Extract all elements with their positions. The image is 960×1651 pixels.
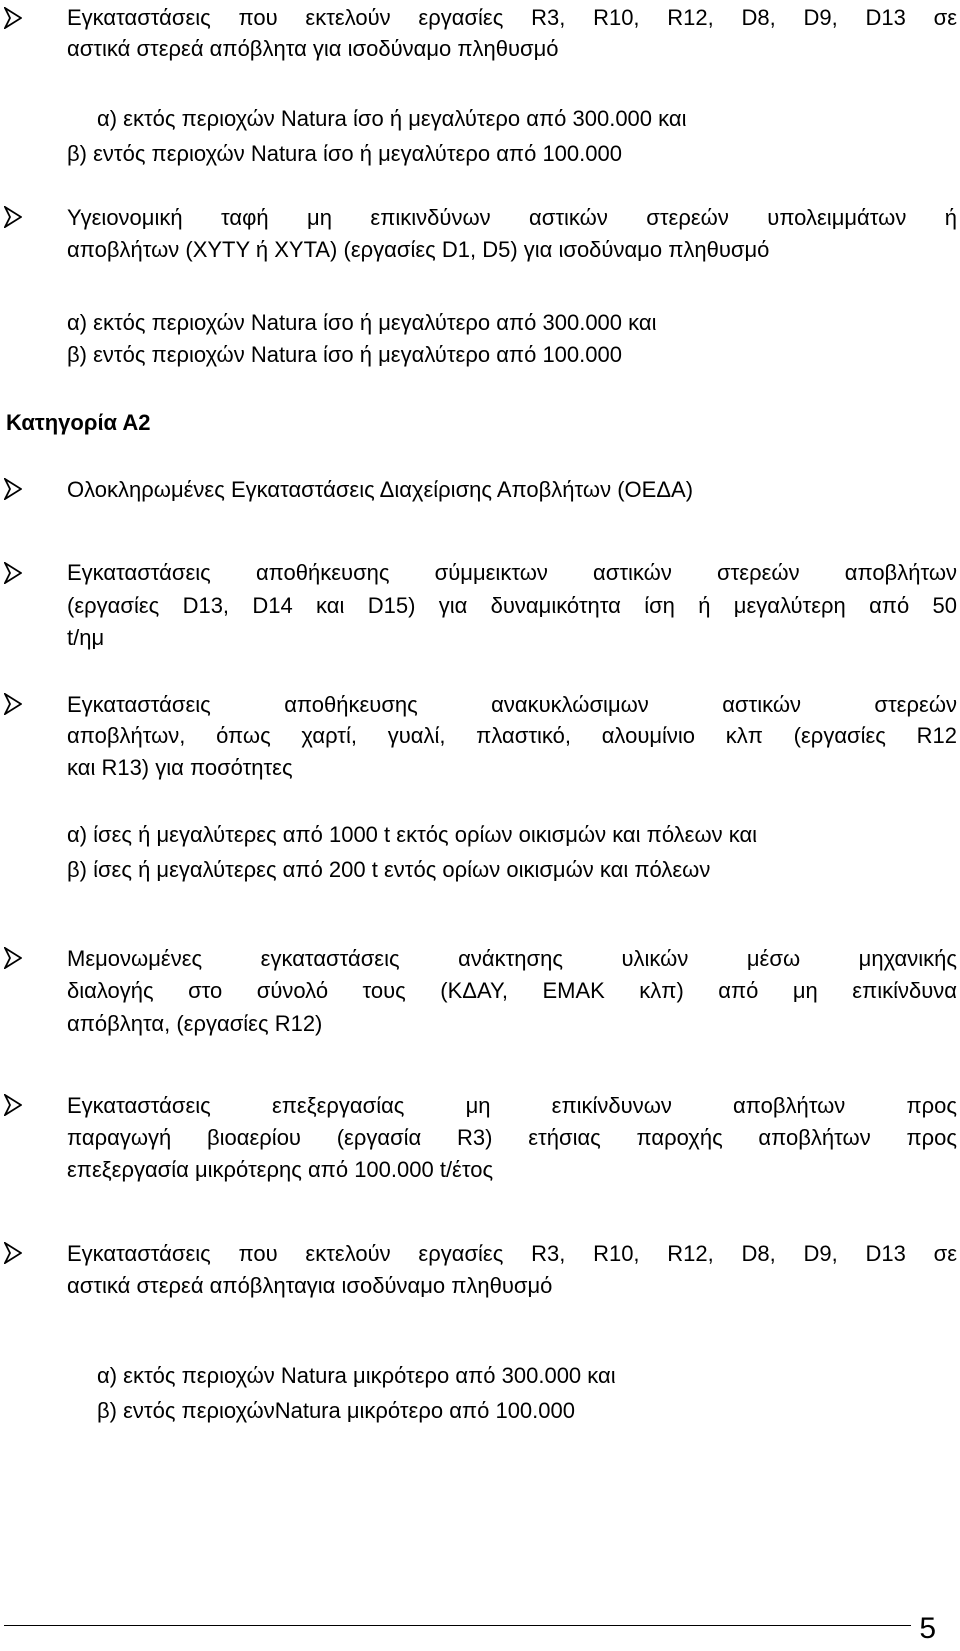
item-5-line-2: αποβλήτων, όπως χαρτί, γυαλί, πλαστικό, αλουμίνιο κλπ (εργασίες R12 [67, 723, 957, 748]
item-1-line-2: αστικά στερεά απόβλητα για ισοδύναμο πληθυσμό [67, 36, 559, 61]
arrowhead-bullet-icon [4, 947, 22, 969]
item-2-sub-a: α) εκτός περιοχών Natura ίσο ή μεγαλύτερο από 300.000 και [67, 310, 657, 335]
arrowhead-bullet-icon [4, 7, 22, 29]
item-1-sub-a: α) εκτός περιοχών Natura ίσο ή μεγαλύτερο από 300.000 και [97, 106, 687, 131]
arrowhead-bullet-icon [4, 1242, 22, 1264]
arrowhead-bullet-icon [4, 562, 22, 584]
item-2-line-1: Υγειονομική ταφή μη επικινδύνων αστικών στερεών υπολειμμάτων ή [67, 205, 957, 230]
item-5-sub-b: β) ίσες ή μεγαλύτερες από 200 t εντός ορίων οικισμών και πόλεων [67, 857, 711, 882]
item-6-line-2: διαλογής στο σύνολό τους (ΚΔΑΥ, ΕΜΑΚ κλπ) από μη επικίνδυνα [67, 978, 957, 1003]
arrowhead-bullet-icon [4, 206, 22, 228]
item-6-line-1: Μεμονωμένες εγκαταστάσεις ανάκτησης υλικών μέσω μηχανικής [67, 946, 957, 971]
arrowhead-bullet-icon [4, 1094, 22, 1116]
item-4-line-2: (εργασίες D13, D14 και D15) για δυναμικότητα ίση ή μεγαλύτερη από 50 [67, 593, 957, 618]
item-5-line-3: και R13) για ποσότητες [67, 755, 293, 780]
item-3-line-1: Ολοκληρωμένες Εγκαταστάσεις Διαχείρισης Αποβλήτων (ΟΕΔΑ) [67, 477, 694, 502]
item-1-sub-b: β) εντός περιοχών Natura ίσο ή μεγαλύτερο από 100.000 [67, 141, 622, 166]
page-number: 5 [919, 1612, 936, 1645]
item-6-line-3: απόβλητα, (εργασίες R12) [67, 1011, 323, 1036]
item-5-sub-a: α) ίσες ή μεγαλύτερες από 1000 t εκτός ορίων οικισμών και πόλεων και [67, 822, 758, 847]
item-8-line-2: αστικά στερεά απόβληταγια ισοδύναμο πληθυσμό [67, 1273, 553, 1298]
item-8-line-1: Εγκαταστάσεις που εκτελούν εργασίες R3, R10, R12, D8, D9, D13 σε [67, 1241, 957, 1266]
item-7-line-1: Εγκαταστάσεις επεξεργασίας μη επικίνδυνων αποβλήτων προς [67, 1093, 957, 1118]
item-7-line-2: παραγωγή βιοαερίου (εργασία R3) ετήσιας παροχής αποβλήτων προς [67, 1125, 957, 1150]
item-1-line-1: Εγκαταστάσεις που εκτελούν εργασίες R3, R10, R12, D8, D9, D13 σε [67, 5, 957, 30]
arrowhead-bullet-icon [4, 693, 22, 715]
item-2-line-2: αποβλήτων (ΧΥΤΥ ή ΧΥΤΑ) (εργασίες D1, D5) για ισοδύναμο πληθυσμό [67, 237, 770, 262]
item-8-sub-b: β) εντός περιοχώνNatura μικρότερο από 100.000 [97, 1398, 575, 1423]
footer-rule [4, 1625, 911, 1626]
item-8-sub-a: α) εκτός περιοχών Natura μικρότερο από 300.000 και [97, 1363, 616, 1388]
category-heading: Κατηγορία Α2 [6, 410, 151, 435]
item-2-sub-b: β) εντός περιοχών Natura ίσο ή μεγαλύτερο από 100.000 [67, 342, 622, 367]
item-4-line-1: Εγκαταστάσεις αποθήκευσης σύμμεικτων αστικών στερεών αποβλήτων [67, 560, 957, 585]
item-7-line-3: επεξεργασία μικρότερης από 100.000 t/έτος [67, 1157, 494, 1182]
arrowhead-bullet-icon [4, 478, 22, 500]
item-5-line-1: Εγκαταστάσεις αποθήκευσης ανακυκλώσιμων αστικών στερεών [67, 692, 957, 717]
item-4-line-3: t/ημ [67, 625, 105, 650]
